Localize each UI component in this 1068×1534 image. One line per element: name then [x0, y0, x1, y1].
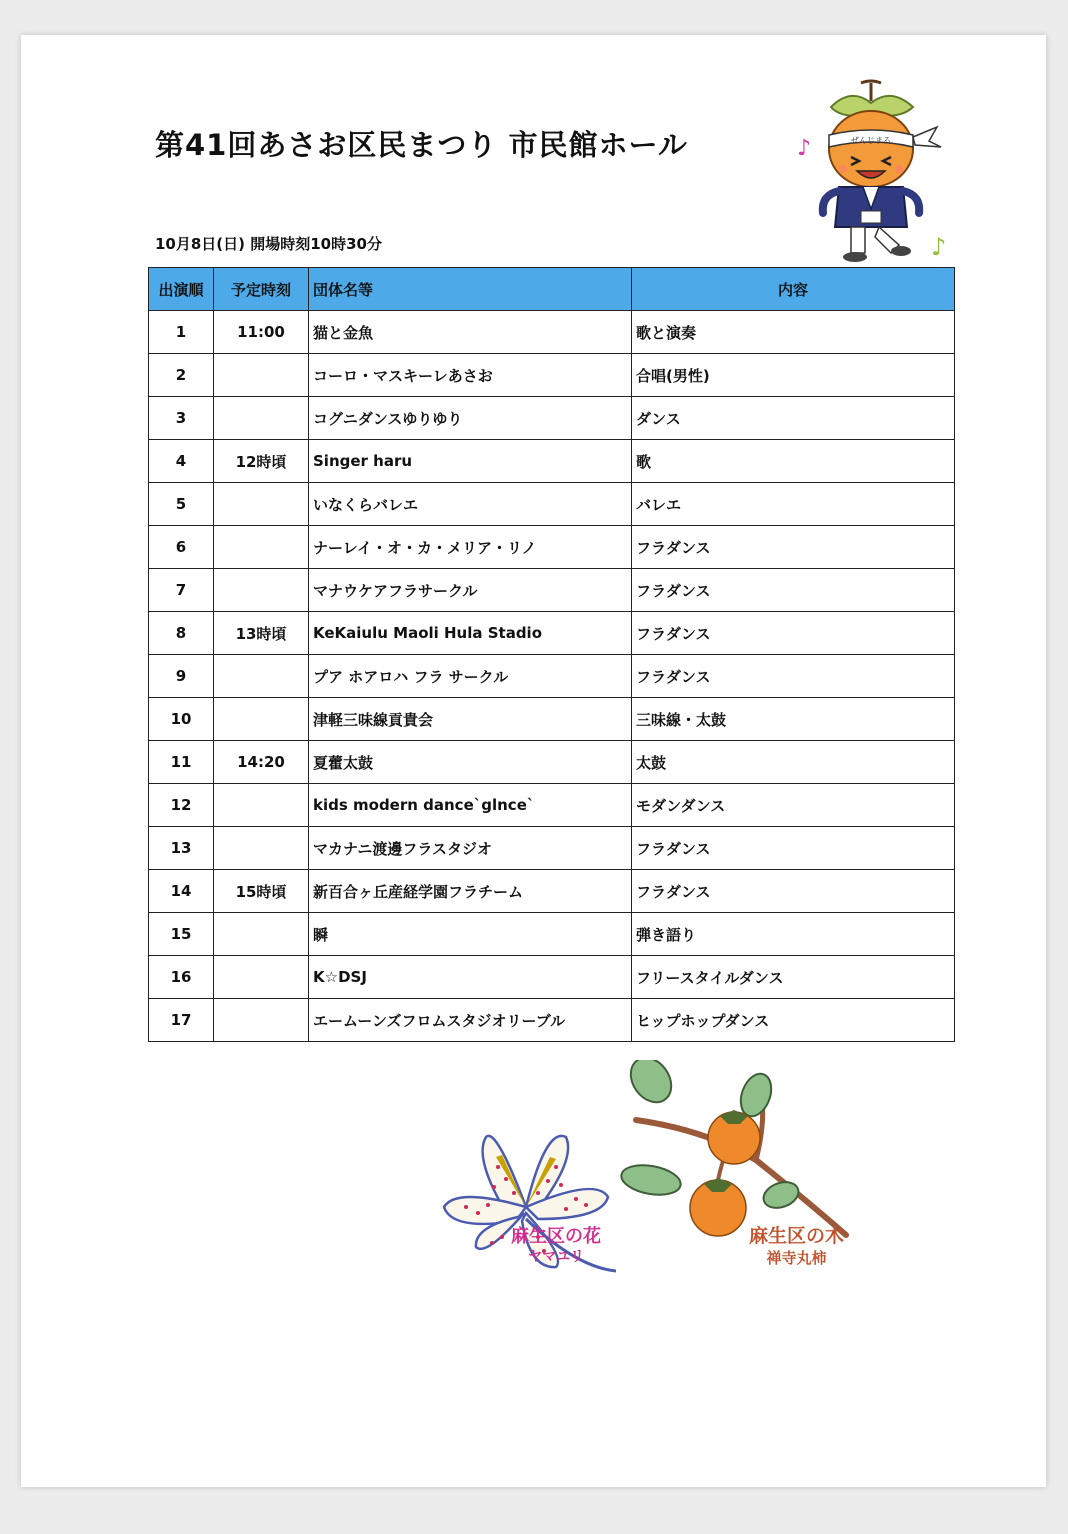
lily-caption-sub: ヤマユリ: [528, 1249, 584, 1265]
header-content: 内容: [632, 268, 955, 311]
cell-order: 15: [149, 913, 214, 956]
cell-name: K☆DSJ: [309, 956, 632, 999]
cell-order: 8: [149, 612, 214, 655]
cell-time: 11:00: [214, 311, 309, 354]
cell-order: 1: [149, 311, 214, 354]
table-row: [149, 483, 955, 526]
cell-order: 12: [149, 784, 214, 827]
table-row: [149, 913, 955, 956]
cell-order: 7: [149, 569, 214, 612]
cell-order: 5: [149, 483, 214, 526]
cell-content: 合唱(男性): [632, 354, 955, 397]
cell-content: フリースタイルダンス: [632, 956, 955, 999]
cell-name: いなくらバレエ: [309, 483, 632, 526]
cell-content: フラダンス: [632, 827, 955, 870]
cell-name: マナウケアフラサークル: [309, 569, 632, 612]
cell-content: バレエ: [632, 483, 955, 526]
cell-content: フラダンス: [632, 870, 955, 913]
cell-name: 夏藿太鼓: [309, 741, 632, 784]
lily-caption: [511, 1227, 601, 1267]
cell-name: 猫と金魚: [309, 311, 632, 354]
svg-text:♪: ♪: [931, 233, 947, 261]
cell-content: フラダンス: [632, 612, 955, 655]
cell-order: 3: [149, 397, 214, 440]
cell-content: フラダンス: [632, 655, 955, 698]
cell-content: フラダンス: [632, 526, 955, 569]
table-row: [149, 827, 955, 870]
cell-time: [214, 913, 309, 956]
cell-order: 13: [149, 827, 214, 870]
table-row: [149, 870, 955, 913]
document-page: [21, 35, 1046, 1487]
cell-time: [214, 354, 309, 397]
cell-content: モダンダンス: [632, 784, 955, 827]
cell-content: フラダンス: [632, 569, 955, 612]
cell-name: コグニダンスゆりゆり: [309, 397, 632, 440]
cell-name: プア ホアロハ フラ サークル: [309, 655, 632, 698]
cell-time: [214, 698, 309, 741]
cell-name: エームーンズフロムスタジオリーブル: [309, 999, 632, 1042]
cell-content: 太鼓: [632, 741, 955, 784]
lily-caption-main: 麻生区の花: [511, 1226, 601, 1247]
cell-content: ダンス: [632, 397, 955, 440]
cell-order: 4: [149, 440, 214, 483]
cell-name: Singer haru: [309, 440, 632, 483]
persimmon-caption-main: 麻生区の木: [749, 1225, 845, 1247]
cell-content: 弾き語り: [632, 913, 955, 956]
cell-name: 新百合ヶ丘産経学園フラチーム: [309, 870, 632, 913]
cell-time: [214, 655, 309, 698]
table-row: [149, 440, 955, 483]
cell-name: KeKaiulu Maoli Hula Stadio: [309, 612, 632, 655]
table-row: [149, 741, 955, 784]
table-row: [149, 999, 955, 1042]
header-order: 出演順: [149, 268, 214, 311]
cell-name: 瞬: [309, 913, 632, 956]
cell-order: 10: [149, 698, 214, 741]
table-row: [149, 784, 955, 827]
cell-time: 13時頃: [214, 612, 309, 655]
persimmon-caption: [749, 1225, 844, 1269]
table-row: [149, 655, 955, 698]
cell-time: 14:20: [214, 741, 309, 784]
cell-order: 17: [149, 999, 214, 1042]
cell-order: 9: [149, 655, 214, 698]
table-row: [149, 526, 955, 569]
cell-order: 6: [149, 526, 214, 569]
table-row: [149, 354, 955, 397]
cell-name: 津軽三味線貢貴会: [309, 698, 632, 741]
page-title: 第41回あさお区民まつり 市民館ホール: [155, 128, 688, 162]
cell-order: 14: [149, 870, 214, 913]
performance-schedule-table: [148, 267, 955, 1042]
cell-name: マカナニ渡邊フラスタジオ: [309, 827, 632, 870]
cell-time: [214, 397, 309, 440]
cell-name: ナーレイ・オ・カ・メリア・リノ: [309, 526, 632, 569]
table-row: [149, 956, 955, 999]
svg-text:♪: ♪: [797, 136, 812, 161]
cell-order: 11: [149, 741, 214, 784]
cell-content: 歌と演奏: [632, 311, 955, 354]
table-header-row: [149, 268, 955, 311]
cell-time: [214, 526, 309, 569]
cell-order: 16: [149, 956, 214, 999]
header-time: 予定時刻: [214, 268, 309, 311]
cell-time: [214, 827, 309, 870]
cell-name: コーロ・マスキーレあさお: [309, 354, 632, 397]
cell-time: [214, 784, 309, 827]
mascot-character-icon: [791, 77, 951, 267]
cell-time: [214, 569, 309, 612]
event-date-line: 10月8日(日) 開場時刻10時30分: [155, 235, 382, 253]
cell-time: [214, 956, 309, 999]
cell-content: ヒップホップダンス: [632, 999, 955, 1042]
table-body: [149, 311, 955, 1042]
table-row: [149, 698, 955, 741]
cell-time: 12時頃: [214, 440, 309, 483]
cell-order: 2: [149, 354, 214, 397]
cell-time: 15時頃: [214, 870, 309, 913]
table-row: [149, 397, 955, 440]
mascot-headband-text: ぜんじまる: [851, 136, 891, 145]
cell-content: 三味線・太鼓: [632, 698, 955, 741]
header-name: 団体名等: [309, 268, 632, 311]
cell-time: [214, 999, 309, 1042]
cell-time: [214, 483, 309, 526]
table-row: [149, 612, 955, 655]
table-row: [149, 311, 955, 354]
cell-name: kids modern dance`glnce`: [309, 784, 632, 827]
persimmon-caption-sub: 禅寺丸柿: [766, 1249, 827, 1267]
table-row: [149, 569, 955, 612]
cell-content: 歌: [632, 440, 955, 483]
